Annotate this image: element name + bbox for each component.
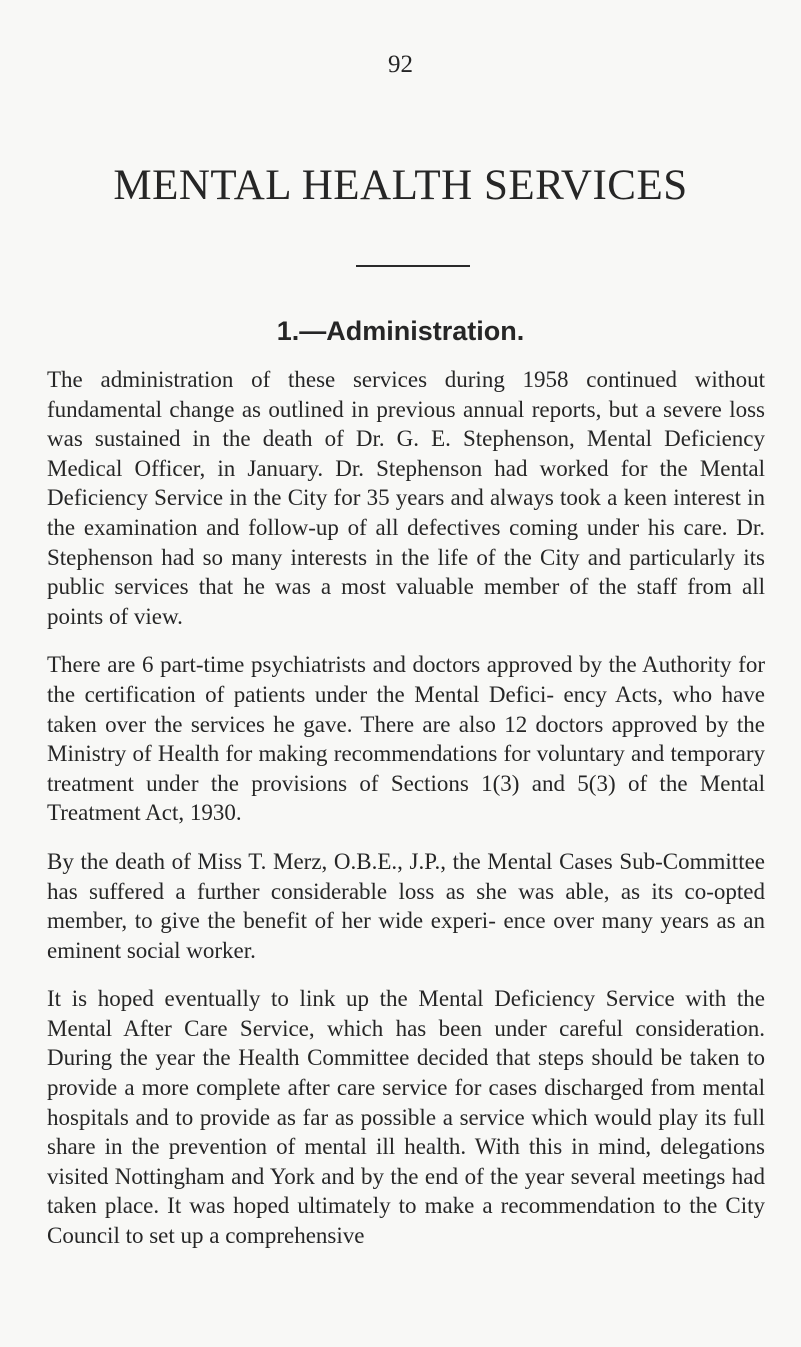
page-title: MENTAL HEALTH SERVICES xyxy=(113,162,688,209)
paragraph-3: By the death of Miss T. Merz, O.B.E., J.P., the Mental Cases Sub-Committee has suffered a further considerable loss as she was able, as its co-opted member, to give the benefit of her wide experi- ence over many years as an eminent social worker. xyxy=(47,848,765,963)
title-divider xyxy=(356,265,470,267)
section-heading: 1.—Administration. xyxy=(276,316,525,346)
page-number: 92 xyxy=(388,51,413,78)
body-text xyxy=(47,365,765,1270)
paragraph-4: It is hoped eventually to link up the Mental Deficiency Service with the Mental After Care Service, which has been under careful consideration. During the year the Health Committee decided that steps should be taken to provide a more complete after care service for cases discharged from mental hospitals and to provide as far as possible a service which would play its full share in the prevention of mental ill health. With this in mind, delegations visited Nottingham and York and by the end of the year several meetings had taken place. It was hoped ultimately to make a recommendation to the City Council to set up a comprehensive xyxy=(47,986,765,1249)
paragraph-2: There are 6 part-time psychiatrists and doctors approved by the Authority for the certification of patients under the Mental Defici- ency Acts, who have taken over the services he gave. There are also 12 doctors approved by the Ministry of Health for making recommendations for voluntary and temporary treatment under the provisions of Sections 1(3) and 5(3) of the Mental Treatment Act, 1930. xyxy=(47,652,765,826)
paragraph-1: The administration of these services during 1958 continued without fundamental change as outlined in previous annual reports, but a severe loss was sustained in the death of Dr. G. E. Stephenson, Mental Deficiency Medical Officer, in January. Dr. Stephenson had worked for the Mental Deficiency Service in the City for 35 years and always took a keen interest in the examination and follow-up of all defectives coming under his care. Dr. Stephenson had so many interests in the life of the City and particularly its public services that he was a most valuable member of the staff from all points of view. xyxy=(47,367,765,629)
